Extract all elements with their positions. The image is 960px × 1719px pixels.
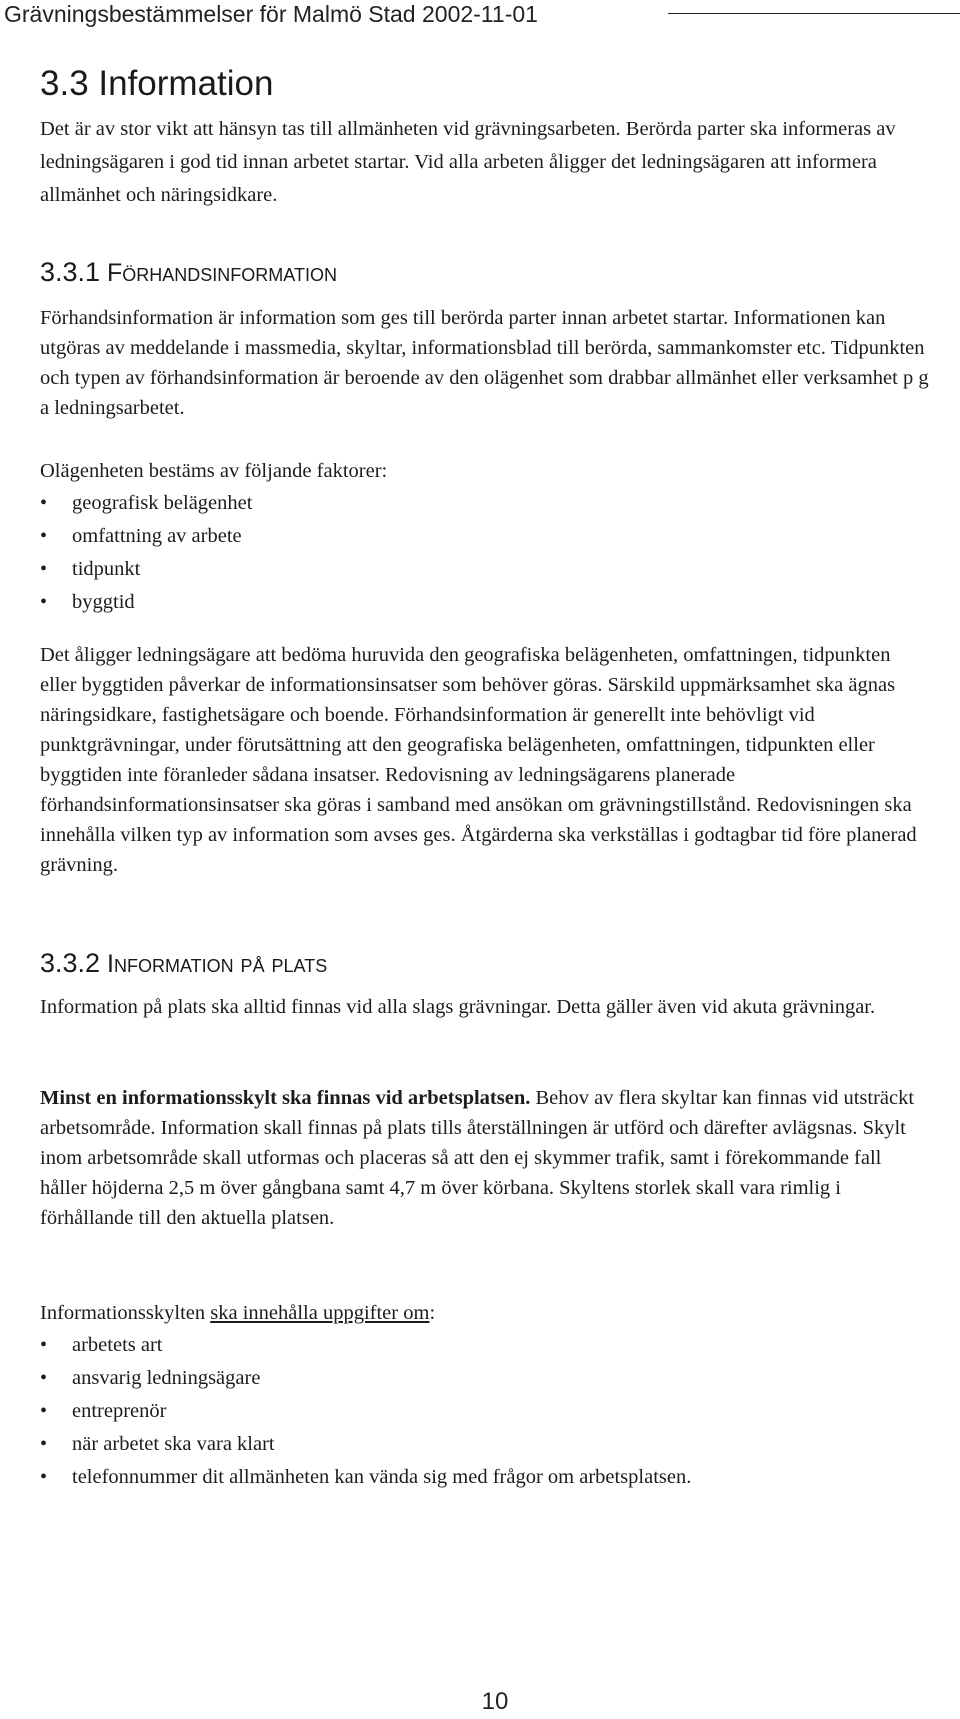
- sign-paragraph: [40, 1083, 930, 1233]
- sign-contents-intro: [40, 1298, 930, 1328]
- bullet-icon: •: [40, 1334, 48, 1356]
- bullet-icon: •: [40, 591, 48, 613]
- factors-intro: Olägenheten bestäms av följande faktorer:: [40, 460, 388, 482]
- subsection-heading-3-3-2: [40, 948, 327, 979]
- header-rule: [668, 13, 960, 14]
- sign-contents-intro-colon: :: [429, 1302, 436, 1324]
- on-site-paragraph: Information på plats ska alltid finnas vid alla slags grävningar. Detta gäller även vid akuta grävningar.: [40, 996, 876, 1018]
- sign-content-item: [40, 1395, 691, 1428]
- list-item-text: telefonnummer dit allmänheten kan vända sig med frågor om arbetsplatsen.: [72, 1466, 692, 1488]
- sign-content-item: [40, 1329, 691, 1362]
- bullet-icon: •: [40, 558, 48, 580]
- list-item-text: arbetets art: [72, 1334, 163, 1356]
- sign-requirement: Minst en informationsskylt ska finnas vid arbetsplatsen.: [40, 1087, 531, 1109]
- subsection-title: Information på plats: [107, 950, 328, 978]
- list-item-text: byggtid: [72, 591, 135, 613]
- subsection-heading-3-3-1: [40, 257, 337, 288]
- factor-item: [40, 520, 252, 553]
- list-item-text: tidpunkt: [72, 558, 141, 580]
- bullet-icon: •: [40, 1433, 48, 1455]
- bullet-icon: •: [40, 1400, 48, 1422]
- sign-content-item: [40, 1362, 691, 1395]
- page-number: 10: [481, 1688, 509, 1715]
- sign-contents-intro-text: Informationsskylten: [40, 1302, 211, 1324]
- sign-contents-intro-underlined: ska innehålla uppgifter om: [210, 1302, 430, 1324]
- bullet-icon: •: [40, 492, 48, 514]
- list-item-text: omfattning av arbete: [72, 525, 242, 547]
- sign-content-item: [40, 1428, 691, 1461]
- list-item-text: ansvarig ledningsägare: [72, 1367, 261, 1389]
- factor-item: [40, 586, 252, 619]
- factor-item: [40, 487, 252, 520]
- list-item-text: när arbetet ska vara klart: [72, 1433, 275, 1455]
- list-item-text: entreprenör: [72, 1400, 167, 1422]
- subsection-number: 3.3.2: [40, 948, 101, 978]
- sign-details: Behov av flera skyltar kan finnas vid utsträckt arbetsområde. Information skall finnas på plats tills återställningen är utförd och därefter avlägsnas. Skylt inom arbetsområde skall utformas och placeras så att den ej skymmer trafik, samt i förekommande fall håller höjderna 2,5 m över gångbana samt 4,7 m över körbana. Skyltens storlek skall vara rimlig i förhållande till den aktuella platsen.: [40, 1087, 915, 1229]
- factor-item: [40, 553, 252, 586]
- running-header: Grävningsbestämmelser för Malmö Stad 2002-11-01: [4, 1, 538, 27]
- bullet-icon: •: [40, 1466, 48, 1488]
- bullet-icon: •: [40, 525, 48, 547]
- sign-content-item: [40, 1461, 691, 1494]
- subsection-title: Förhandsinformation: [107, 259, 337, 287]
- sign-contents-list: [40, 1329, 691, 1494]
- responsibility-paragraph: Det åligger ledningsägare att bedöma huruvida den geografiska belägenheten, omfattningen, tidpunkten eller byggtiden påverkar de informationsinsatser som behöver göras. Särskild uppmärksamhet ska ägnas näringsidkare, fastighetsägare och boende. Förhandsinformation är generellt inte behövligt vid punktgrävningar, under förutsättning att den geografiska belägenheten, omfattningen, tidpunkten eller byggtiden inte föranleder sådana insatser. Redovisning av ledningsägarens planerade förhandsinformationsinsatser ska göras i samband med ansökan om grävningstillstånd. Redovisningen ska innehålla vilken typ av information som avses ges. Åtgärderna ska verkställas i godtagbar tid före planerad grävning.: [40, 644, 917, 876]
- subsection-number: 3.3.1: [40, 257, 101, 287]
- section-heading: 3.3 Information: [40, 64, 274, 103]
- list-item-text: geografisk belägenhet: [72, 492, 253, 514]
- forhandsinformation-paragraph: Förhandsinformation är information som ges till berörda parter innan arbetet startar. Informationen kan utgöras av meddelande i massmedia, skyltar, informationsblad till berörda, sammankomster etc. Tidpunkten och typen av förhandsinformation är beroende av den olägenhet som drabbar allmänhet eller verksamhet p g a ledningsarbetet.: [40, 307, 929, 419]
- bullet-icon: •: [40, 1367, 48, 1389]
- factors-list: [40, 487, 252, 619]
- section-intro: Det är av stor vikt att hänsyn tas till allmänheten vid grävningsarbeten. Berörda parter ska informeras av ledningsägaren i god tid innan arbetet startar. Vid alla arbeten åligger det ledningsägaren att informera allmänhet och näringsidkare.: [40, 118, 896, 206]
